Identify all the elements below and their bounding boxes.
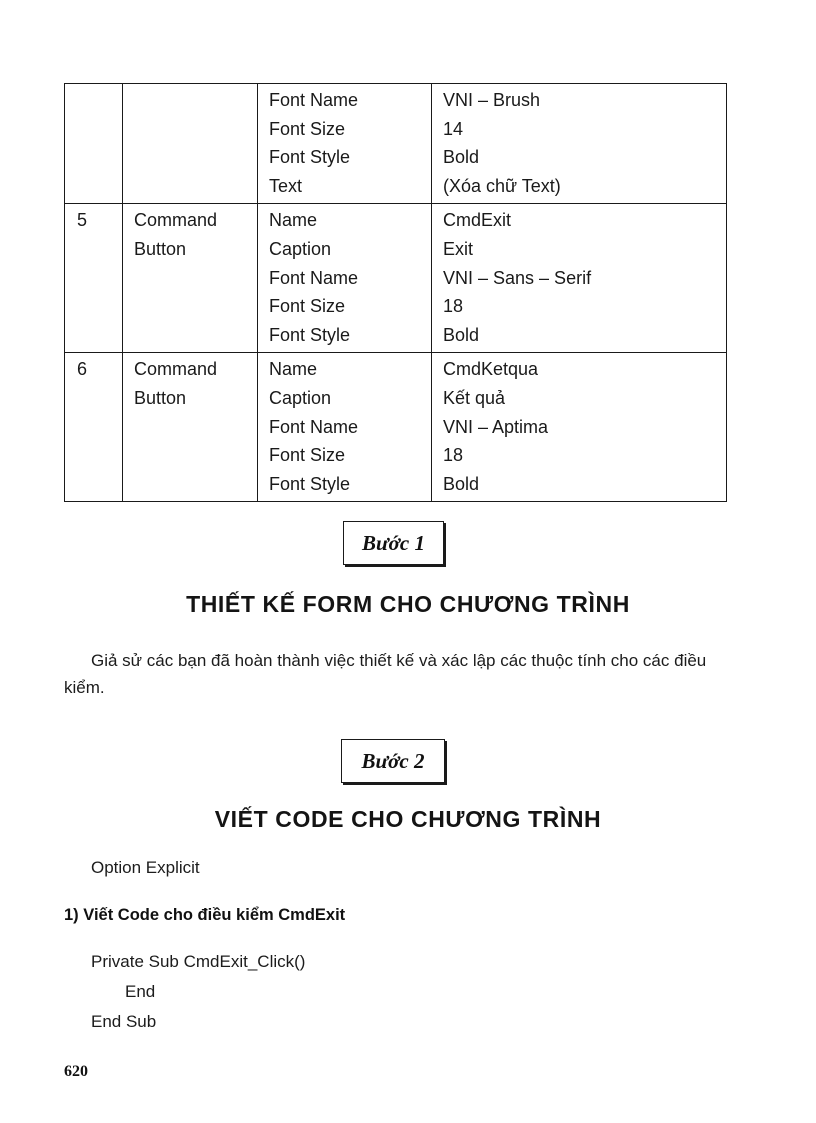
- property-name: Font Name: [269, 267, 359, 288]
- step-1-label: Bước 1: [362, 530, 425, 555]
- property-value: Exit: [443, 238, 474, 259]
- property-name: Font Style: [269, 473, 351, 494]
- page-number: 620: [64, 1063, 88, 1080]
- property-value: 18: [443, 445, 464, 466]
- control-type: Button: [134, 387, 187, 408]
- property-value: VNI – Brush: [443, 90, 541, 110]
- property-value: 14: [443, 118, 464, 139]
- cell-values: [432, 353, 727, 502]
- cell-number: 5: [65, 204, 123, 353]
- table-row: [65, 353, 727, 502]
- control-type: Command: [134, 210, 218, 231]
- property-name: Font Style: [269, 147, 351, 168]
- section-heading-code: VIẾT CODE CHO CHƯƠNG TRÌNH: [214, 806, 602, 832]
- cell-control: [123, 84, 258, 204]
- property-name: Font Size: [269, 296, 346, 317]
- property-value: CmdKetqua: [443, 359, 539, 380]
- property-name: Font Style: [269, 324, 351, 345]
- property-name: Name: [269, 210, 318, 231]
- property-name: Font Name: [269, 416, 359, 437]
- cell-properties: [258, 84, 432, 204]
- property-name: Caption: [269, 387, 332, 408]
- table-row: [65, 204, 727, 353]
- property-value: Bold: [443, 147, 480, 168]
- subsection-title: 1) Viết Code cho điều kiểm CmdExit: [64, 906, 346, 924]
- property-name: Font Size: [269, 118, 346, 139]
- cell-values: [432, 204, 727, 353]
- properties-table: [64, 83, 727, 502]
- step-1-box: [343, 521, 444, 565]
- cell-number: 6: [65, 353, 123, 502]
- section-heading-design: THIẾT KẾ FORM CHO CHƯƠNG TRÌNH: [186, 591, 630, 617]
- cell-values: [432, 84, 727, 204]
- property-name: Font Name: [269, 90, 359, 110]
- property-value: VNI – Aptima: [443, 416, 549, 437]
- property-value: Kết quả: [443, 387, 506, 408]
- code-line: Private Sub CmdExit_Click(): [91, 952, 306, 971]
- cell-number: [65, 84, 123, 204]
- property-name: Caption: [269, 238, 332, 259]
- cell-control: [123, 353, 258, 502]
- cell-properties: [258, 204, 432, 353]
- cell-properties: [258, 353, 432, 502]
- cell-control: [123, 204, 258, 353]
- code-line: End: [125, 982, 156, 1001]
- property-value: (Xóa chữ Text): [443, 175, 561, 196]
- step-2-label: Bước 2: [361, 748, 425, 773]
- step-1-paragraph: Giả sử các bạn đã hoàn thành việc thiết kế và xác lập các thuộc tính cho các điều kiểm.: [64, 651, 707, 697]
- code-option-explicit: Option Explicit: [91, 858, 200, 877]
- table-row: [65, 84, 727, 204]
- property-name: Font Size: [269, 445, 346, 466]
- property-value: VNI – Sans – Serif: [443, 267, 592, 288]
- property-name: Name: [269, 359, 318, 380]
- step-2-box: [341, 739, 445, 783]
- control-type: Button: [134, 238, 187, 259]
- property-value: Bold: [443, 324, 480, 345]
- control-type: Command: [134, 359, 218, 380]
- property-value: Bold: [443, 473, 480, 494]
- code-line: End Sub: [91, 1012, 157, 1031]
- property-name: Text: [269, 175, 303, 196]
- property-value: 18: [443, 296, 464, 317]
- property-value: CmdExit: [443, 210, 512, 231]
